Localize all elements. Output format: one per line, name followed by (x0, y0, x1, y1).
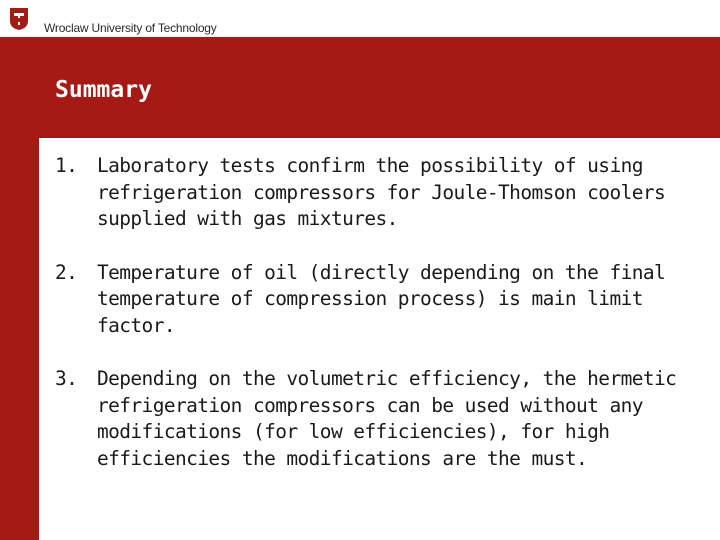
university-crest-icon (9, 7, 29, 31)
left-accent-bar (0, 37, 39, 540)
item-number: 1. (55, 154, 78, 177)
item-text: Temperature of oil (directly depending on the final temperature of compression process) is main limit factor. (97, 260, 666, 337)
item-number: 2. (55, 260, 78, 284)
slide-header (0, 0, 720, 37)
summary-list (55, 153, 715, 499)
item-number: 3. (55, 367, 78, 390)
item-text: Depending on the volumetric efficiency, the hermetic refrigeration compressors can be used without any modifications (for low efficiencies), for high efficiencies the modifications are the must. (97, 367, 677, 470)
university-name: Wroclaw University of Technology (44, 21, 217, 35)
item-text: Laboratory tests confirm the possibility of using refrigeration compressors for Joule-Thomson coolers supplied with gas mixtures. (97, 154, 666, 230)
list-item (55, 260, 715, 340)
list-item (55, 366, 715, 472)
slide-title: Summary (55, 77, 152, 103)
list-item (55, 153, 715, 233)
